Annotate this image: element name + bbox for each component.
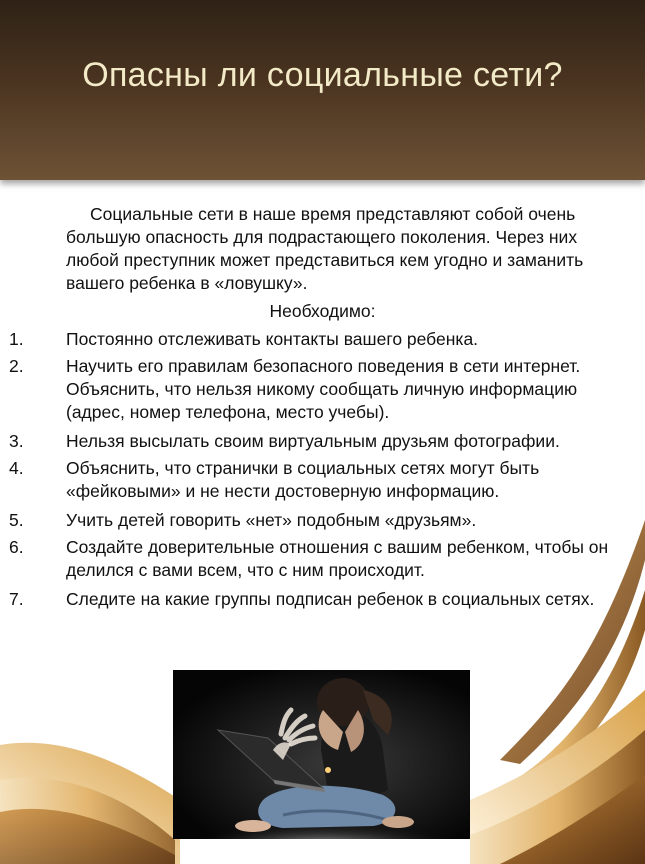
list-number: 6. xyxy=(9,537,24,557)
photo-illustration xyxy=(173,670,470,839)
list-number: 1. xyxy=(9,329,24,349)
list-number: 3. xyxy=(9,431,24,451)
list-number: 7. xyxy=(9,589,24,609)
list-text: Учить детей говорить «нет» подобным «друзьям». xyxy=(66,510,477,530)
list-text: Нельзя высылать своим виртуальным друзьям фотографии. xyxy=(66,431,560,451)
intro-paragraph: Социальные сети в наше время представляют собой очень большую опасность для подрастающего поколения. Через них любой преступник может представиться кем угодно и заманить вашего ребенка в «ловушку». xyxy=(66,204,584,293)
list-text: Постоянно отслеживать контакты вашего ребенка. xyxy=(66,329,479,349)
list-text: Научить его правилам безопасного поведения в сети интернет. Объяснить, что нельзя никому сообщать личную информацию (адрес, номер телефона, место учебы). xyxy=(66,356,581,422)
list-text: Объяснить, что странички в социальных сетях могут быть «фейковыми» и не нести достоверную информацию. xyxy=(66,458,540,501)
list-text: Создайте доверительные отношения с вашим ребенком, чтобы он делился с вами всем, что с ним происходит. xyxy=(66,537,609,580)
list-number: 5. xyxy=(9,510,24,530)
list-number: 4. xyxy=(9,458,24,478)
slide-title: Опасны ли социальные сети? xyxy=(82,56,563,94)
list-number: 2. xyxy=(9,356,24,376)
list-text: Следите на какие группы подписан ребенок в социальных сетях. xyxy=(66,589,595,609)
child-laptop-photo xyxy=(173,670,470,839)
need-heading: Необходимо: xyxy=(269,301,376,321)
